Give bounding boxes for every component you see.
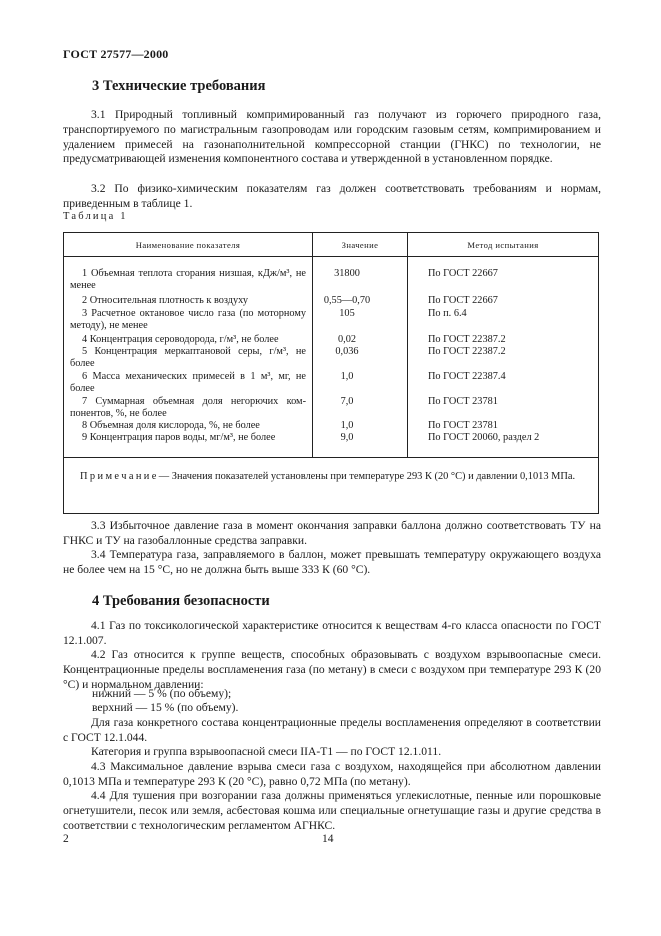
table-row-2-method: По ГОСТ 22667 — [428, 295, 498, 306]
table-row-6-value: 1,0 — [340, 371, 354, 382]
table-note-label: Примечание — [80, 471, 159, 482]
table-header-value: Значение — [341, 240, 379, 250]
table-row-7-method: По ГОСТ 23781 — [428, 396, 498, 407]
table-row-8-name: 8 Объемная доля кислорода, %, не более — [82, 420, 260, 431]
table-label: Таблица 1 — [63, 211, 128, 222]
table-row-6-method: По ГОСТ 22387.4 — [428, 371, 506, 382]
limit-lower: нижний — 5 % (по объему); — [92, 687, 232, 700]
paragraph-4-4: 4.4 Для тушения при возгорании газа должны применяться углекислотные, пенные или порошковые огнетушители, песок или земля, асбестовая кошма или специальные огнетушащие газы и другие средства в соответствии с технологическим регламентом АГНКС. — [63, 789, 601, 832]
table-row-5-method: По ГОСТ 22387.2 — [428, 346, 506, 357]
table-row-3-method: По п. 6.4 — [428, 308, 467, 319]
section-3-title: 3 Технические требования — [92, 78, 266, 94]
paragraph-4-3: 4.3 Максимальное давление взрыва смеси газа с воздухом, находящейся при абсолютном давлении 0,1013 МПа и температуре 293 К (20 °С), равно 0,72 МПа (по метану). — [63, 760, 601, 788]
table-row-5-name: 5 Концентрация меркаптановой серы, г/м³, не более — [70, 346, 306, 369]
paragraph-3-2: 3.2 По физико-химическим показателям газ должен соответствовать требованиям и нормам, приведенным в таблице 1. — [63, 182, 601, 210]
table-row-7-value: 7,0 — [340, 396, 354, 407]
table-row-7-name: 7 Суммарная объемная доля негорючих компонентов, %, не более — [70, 396, 306, 419]
table-row-1-name: 1 Объемная теплота сгорания низшая, кДж/м³, не менее — [70, 268, 306, 291]
page-number-center: 14 — [322, 833, 334, 845]
table-row-3-value: 105 — [339, 308, 355, 319]
table-row-6-name: 6 Масса механических примесей в 1 м³, мг, не более — [70, 371, 306, 394]
table-note — [70, 469, 594, 485]
paragraph-4-2c: Категория и группа взрывоопасной смеси IIA-T1 — по ГОСТ 12.1.011. — [91, 745, 442, 758]
table-row-8-value: 1,0 — [340, 420, 354, 431]
document-header: ГОСТ 27577—2000 — [63, 47, 169, 61]
paragraph-3-4: 3.4 Температура газа, заправляемого в баллон, может превышать температуру окружающего воздуха не более чем на 15 °С, но не должна быть выше 333 К (60 °С). — [63, 548, 601, 576]
table-header-method: Метод испытания — [467, 240, 539, 250]
table-row-4-method: По ГОСТ 22387.2 — [428, 334, 506, 345]
table-note-rule — [63, 457, 599, 458]
table-col-divider-1 — [312, 232, 313, 457]
table-row-9-method: По ГОСТ 20060, раздел 2 — [428, 432, 540, 443]
paragraph-4-2b: Для газа конкретного состава концентрационные пределы воспламенения определяют в соответствии с ГОСТ 12.1.044. — [63, 716, 601, 744]
paragraph-4-1: 4.1 Газ по токсикологической характеристике относится к веществам 4-го класса опасности по ГОСТ 12.1.007. — [63, 619, 601, 647]
table-col-divider-2 — [407, 232, 408, 457]
page-number-left: 2 — [63, 833, 69, 845]
table-row-5-value: 0,036 — [335, 346, 359, 357]
table-header-name: Наименование показателя — [135, 240, 241, 250]
table-row-4-value: 0,02 — [337, 334, 357, 345]
table-row-2-name: 2 Относительная плотность к воздуху — [82, 295, 249, 306]
paragraph-3-1: 3.1 Природный топливный компримированный газ получают из горючего природного газа, транспортируемого по магистральным газопроводам или городским газовым сетям, компримированием и удалением примесей на газонаполнительной компрессорной станции (ГНКС) по технологии, не предусматривающей изменения компонентного состава и утвержденной в установленном порядке. — [63, 108, 601, 166]
table-row-1-value: 31800 — [334, 268, 360, 279]
table-row-8-method: По ГОСТ 23781 — [428, 420, 498, 431]
table-row-2-value: 0,55—0,70 — [323, 295, 371, 306]
table-row-1-method: По ГОСТ 22667 — [428, 268, 498, 279]
table-row-9-name: 9 Концентрация паров воды, мг/м³, не более — [82, 432, 276, 443]
table-note-text: — Значения показателей установлены при температуре 293 К (20 °С) и давлении 0,1013 МПа. — [158, 471, 576, 482]
paragraph-3-3: 3.3 Избыточное давление газа в момент окончания заправки баллона должно соответствовать ТУ на ГНКС и ТУ на газобаллонные средства заправки. — [63, 519, 601, 547]
table-row-3-name: 3 Расчетное октановое число газа (по моторному методу), не менее — [70, 308, 306, 331]
paragraph-4-2: 4.2 Газ относится к группе веществ, способных образовывать с воздухом взрывоопасные смеси. Концентрационные пределы воспламенения газа (по метану) в смеси с воздухом при температуре 293 К (20 °С) и нормальном давлении: — [63, 648, 601, 691]
table-row-4-name: 4 Концентрация сероводорода, г/м³, не более — [82, 334, 279, 345]
table-row-9-value: 9,0 — [340, 432, 354, 443]
limit-upper: верхний — 15 % (по объему). — [92, 701, 239, 714]
section-4-title: 4 Требования безопасности — [92, 593, 270, 609]
table-header-rule — [63, 256, 599, 257]
